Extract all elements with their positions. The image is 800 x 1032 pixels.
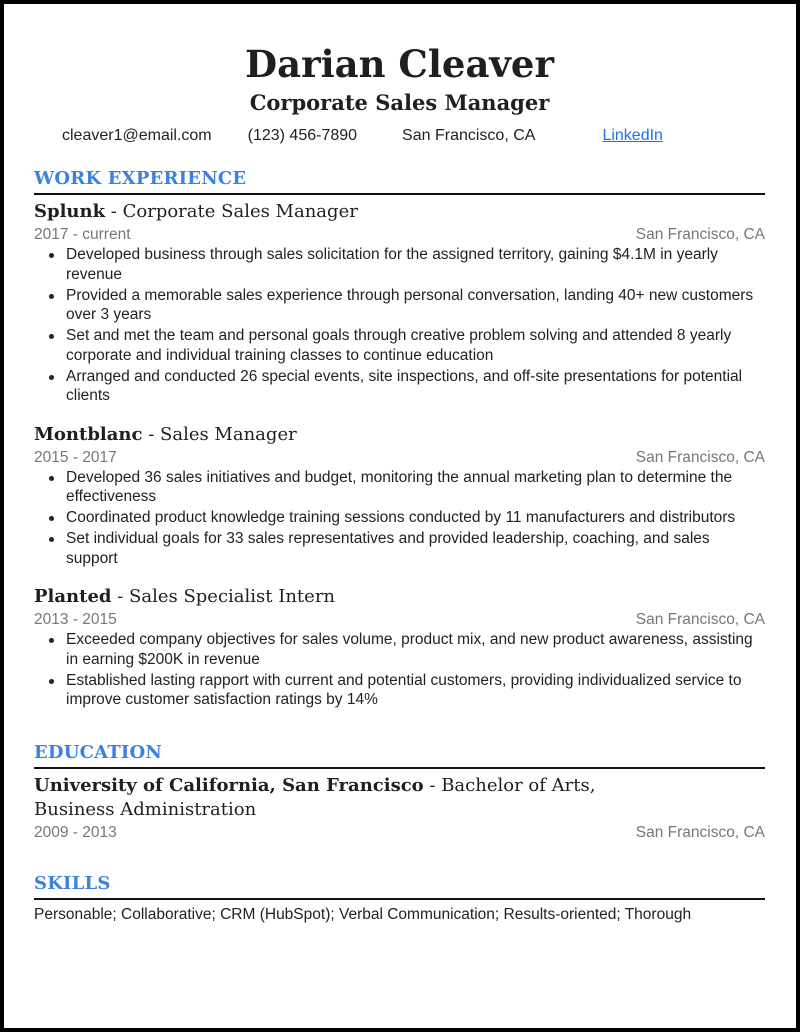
job-company: Planted — [34, 586, 112, 607]
job-meta — [34, 610, 765, 630]
linkedin-link[interactable]: LinkedIn — [602, 127, 663, 144]
job-entry — [34, 585, 765, 710]
job-title: Sales Specialist Intern — [129, 586, 336, 607]
job-bullets — [34, 468, 765, 569]
education-entry — [34, 774, 765, 843]
education-dates: 2009 - 2013 — [34, 823, 117, 841]
section-title-education: EDUCATION — [34, 742, 765, 769]
job-title: Sales Manager — [160, 423, 297, 445]
bullet-item: Set individual goals for 33 sales representatives and provided leadership, coaching, and sales support — [66, 529, 765, 568]
education-location: San Francisco, CA — [635, 823, 765, 841]
job-company: Splunk — [34, 201, 106, 222]
skills-list: Personable; Collaborative; CRM (HubSpot); Verbal Communication; Results-oriented; Thorough — [34, 905, 692, 923]
job-separator: - — [105, 201, 123, 222]
candidate-headline: Corporate Sales Manager — [249, 90, 550, 115]
job-dates: 2017 - current — [34, 226, 131, 243]
education-degree-field: Business Administration — [34, 798, 257, 820]
contact-row — [34, 126, 765, 146]
section-title-work: WORK EXPERIENCE — [34, 168, 765, 195]
bullet-item: Set and met the team and personal goals through creative problem solving and attended 8 yearly corporate and individual training classes to continue education — [66, 326, 765, 365]
job-entry — [34, 200, 765, 406]
job-dates: 2015 - 2017 — [34, 448, 117, 466]
section-title-skills: SKILLS — [34, 873, 765, 900]
job-entry — [34, 423, 765, 569]
job-bullets — [34, 630, 765, 710]
education-degree: Bachelor of Arts, — [441, 774, 596, 796]
education-meta — [34, 823, 765, 843]
education-school: University of California, San Francisco — [34, 774, 424, 796]
job-heading — [34, 423, 765, 447]
bullet-item: Exceeded company objectives for sales volume, product mix, and new product awareness, assisting in earning $200K in revenue — [66, 630, 765, 669]
contact-email: cleaver1@email.com — [62, 127, 212, 144]
job-separator: - — [111, 586, 130, 607]
bullet-item: Developed 36 sales initiatives and budget, monitoring the annual marketing plan to determine the effectiveness — [66, 468, 765, 507]
job-location: San Francisco, CA — [635, 448, 765, 466]
job-location: San Francisco, CA — [635, 611, 765, 628]
job-meta — [34, 225, 765, 245]
job-heading — [34, 585, 765, 609]
bullet-item: Arranged and conducted 26 special events, site inspections, and off-site presentations for potential clients — [66, 367, 765, 406]
job-heading — [34, 200, 765, 224]
bullet-item: Coordinated product knowledge training sessions conducted by 11 manufacturers and distributors — [66, 508, 765, 528]
bullet-item: Developed business through sales solicitation for the assigned territory, gaining $4.1M in yearly revenue — [66, 245, 765, 284]
job-location: San Francisco, CA — [635, 226, 765, 243]
contact-location: San Francisco, CA — [402, 127, 536, 144]
contact-phone: (123) 456-7890 — [247, 127, 358, 144]
bullet-item: Established lasting rapport with current and potential customers, providing individualized service to improve customer satisfaction ratings by 14% — [66, 671, 765, 710]
job-title: Corporate Sales Manager — [122, 201, 358, 222]
job-dates: 2013 - 2015 — [34, 611, 117, 628]
job-separator: - — [142, 423, 160, 445]
education-separator: - — [423, 774, 442, 796]
education-heading — [34, 774, 765, 822]
job-company: Montblanc — [34, 423, 143, 445]
candidate-name: Darian Cleaver — [245, 42, 554, 86]
job-meta — [34, 448, 765, 468]
job-bullets — [34, 245, 765, 406]
bullet-item: Provided a memorable sales experience through personal conversation, landing 40+ new customers over 3 years — [66, 286, 765, 325]
